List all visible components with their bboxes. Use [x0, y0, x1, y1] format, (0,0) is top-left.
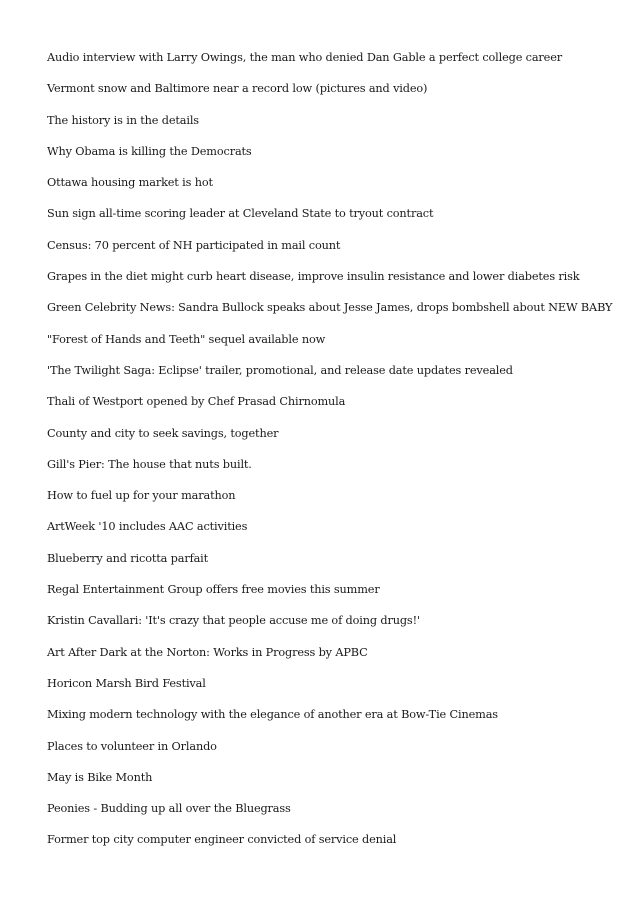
- headline-item: Vermont snow and Baltimore near a record low (pictures and video): [47, 82, 428, 96]
- headline-item: Sun sign all-time scoring leader at Cleveland State to tryout contract: [47, 207, 434, 221]
- headline-item: Audio interview with Larry Owings, the man who denied Dan Gable a perfect college career: [47, 51, 563, 64]
- headline-item: Why Obama is killing the Democrats: [47, 144, 252, 158]
- headline-item: May is Bike Month: [47, 770, 153, 784]
- headline-item: Census: 70 percent of NH participated in mail count: [47, 238, 341, 252]
- headline-item: Art After Dark at the Norton: Works in Progress by APBC: [47, 645, 368, 659]
- headline-item: County and city to seek savings, together: [47, 426, 279, 440]
- headline-item: Mixing modern technology with the elegance of another era at Bow-Tie Cinemas: [47, 708, 498, 722]
- headline-item: ArtWeek '10 includes AAC activities: [47, 520, 248, 534]
- headline-item: How to fuel up for your marathon: [47, 489, 236, 503]
- headline-item: The history is in the details: [47, 113, 199, 127]
- headline-item: Blueberry and ricotta parfait: [47, 551, 209, 565]
- headline-item: Thali of Westport opened by Chef Prasad Chirnomula: [47, 395, 346, 409]
- headline-list: [47, 50, 632, 864]
- headline-item: Ottawa housing market is hot: [47, 176, 213, 190]
- headline-item: Former top city computer engineer convicted of service denial: [47, 833, 397, 847]
- headline-item: Green Celebrity News: Sandra Bullock speaks about Jesse James, drops bombshell about NEW BABY: [47, 301, 613, 315]
- headline-item: "Forest of Hands and Teeth" sequel available now: [47, 332, 326, 346]
- headline-item: Grapes in the diet might curb heart disease, improve insulin resistance and lower diabetes risk: [47, 270, 580, 284]
- headline-item: Peonies - Budding up all over the Bluegrass: [47, 802, 291, 816]
- headline-item: Regal Entertainment Group offers free movies this summer: [47, 583, 380, 597]
- headline-item: Places to volunteer in Orlando: [47, 739, 217, 753]
- headline-item: Kristin Cavallari: 'It's crazy that people accuse me of doing drugs!': [47, 614, 420, 628]
- headline-item: Gill's Pier: The house that nuts built.: [47, 457, 252, 471]
- headline-item: 'The Twilight Saga: Eclipse' trailer, promotional, and release date updates revealed: [47, 363, 513, 377]
- headline-item: Horicon Marsh Bird Festival: [47, 676, 206, 690]
